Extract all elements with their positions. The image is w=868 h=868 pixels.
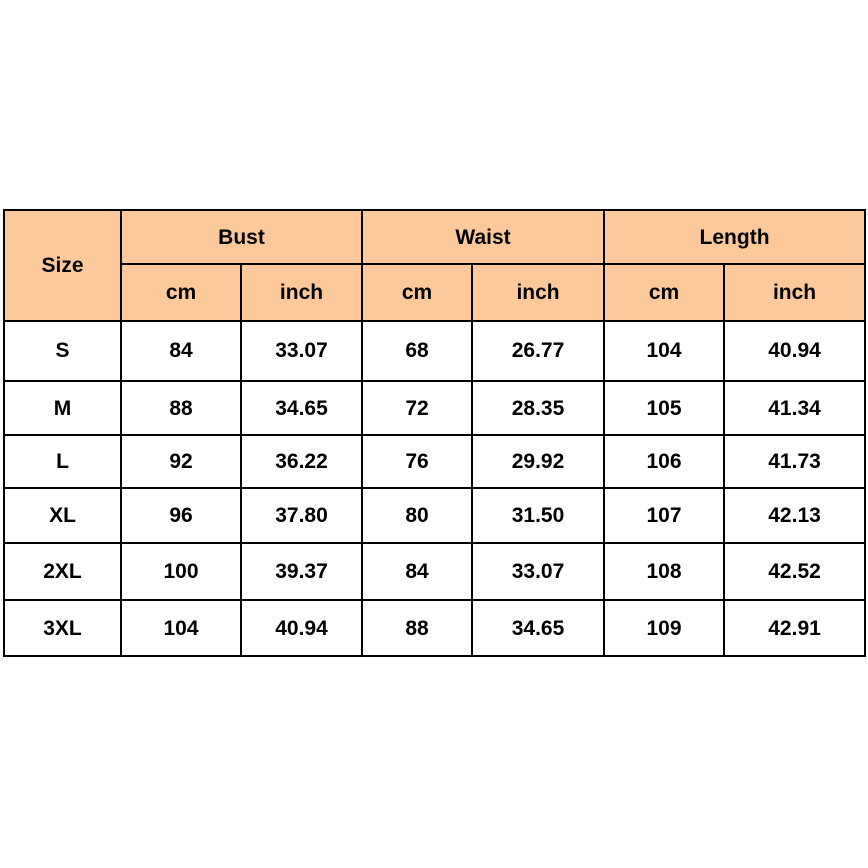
cell-waist-inch: 33.07: [472, 543, 604, 601]
header-row-groups: [4, 210, 865, 264]
table-row: [4, 435, 865, 488]
table-body: [4, 321, 865, 656]
header-unit-waist-cm: cm: [362, 264, 472, 321]
cell-length-inch: 42.52: [724, 543, 865, 601]
cell-length-cm: 105: [604, 381, 724, 436]
cell-waist-cm: 84: [362, 543, 472, 601]
cell-size: XL: [4, 488, 121, 543]
cell-size: L: [4, 435, 121, 488]
table-row: [4, 600, 865, 656]
cell-length-cm: 104: [604, 321, 724, 381]
cell-length-inch: 42.91: [724, 600, 865, 656]
header-group-waist: Waist: [362, 210, 604, 264]
cell-bust-cm: 84: [121, 321, 241, 381]
cell-waist-cm: 88: [362, 600, 472, 656]
cell-bust-inch: 39.37: [241, 543, 362, 601]
cell-length-inch: 42.13: [724, 488, 865, 543]
cell-bust-cm: 104: [121, 600, 241, 656]
cell-waist-inch: 31.50: [472, 488, 604, 543]
cell-bust-inch: 33.07: [241, 321, 362, 381]
cell-size: 3XL: [4, 600, 121, 656]
table-row: [4, 488, 865, 543]
header-size: Size: [4, 210, 121, 321]
cell-length-cm: 108: [604, 543, 724, 601]
cell-size: M: [4, 381, 121, 436]
cell-length-inch: 41.34: [724, 381, 865, 436]
cell-bust-inch: 40.94: [241, 600, 362, 656]
header-unit-length-inch: inch: [724, 264, 865, 321]
cell-bust-inch: 37.80: [241, 488, 362, 543]
table-row: [4, 381, 865, 436]
cell-waist-cm: 76: [362, 435, 472, 488]
cell-bust-cm: 96: [121, 488, 241, 543]
header-unit-bust-cm: cm: [121, 264, 241, 321]
cell-waist-inch: 26.77: [472, 321, 604, 381]
cell-waist-cm: 72: [362, 381, 472, 436]
cell-size: S: [4, 321, 121, 381]
cell-waist-cm: 68: [362, 321, 472, 381]
cell-bust-cm: 92: [121, 435, 241, 488]
cell-length-inch: 41.73: [724, 435, 865, 488]
header-unit-length-cm: cm: [604, 264, 724, 321]
cell-waist-inch: 29.92: [472, 435, 604, 488]
size-chart-table: [3, 209, 866, 657]
header-group-bust: Bust: [121, 210, 362, 264]
cell-length-inch: 40.94: [724, 321, 865, 381]
table-row: [4, 321, 865, 381]
cell-length-cm: 106: [604, 435, 724, 488]
cell-length-cm: 109: [604, 600, 724, 656]
table-row: [4, 543, 865, 601]
header-group-length: Length: [604, 210, 865, 264]
cell-bust-cm: 100: [121, 543, 241, 601]
header-unit-waist-inch: inch: [472, 264, 604, 321]
header-row-units: [4, 264, 865, 321]
cell-length-cm: 107: [604, 488, 724, 543]
cell-size: 2XL: [4, 543, 121, 601]
cell-waist-cm: 80: [362, 488, 472, 543]
cell-waist-inch: 34.65: [472, 600, 604, 656]
header-unit-bust-inch: inch: [241, 264, 362, 321]
cell-bust-inch: 36.22: [241, 435, 362, 488]
cell-waist-inch: 28.35: [472, 381, 604, 436]
cell-bust-inch: 34.65: [241, 381, 362, 436]
table-header: [4, 210, 865, 321]
cell-bust-cm: 88: [121, 381, 241, 436]
